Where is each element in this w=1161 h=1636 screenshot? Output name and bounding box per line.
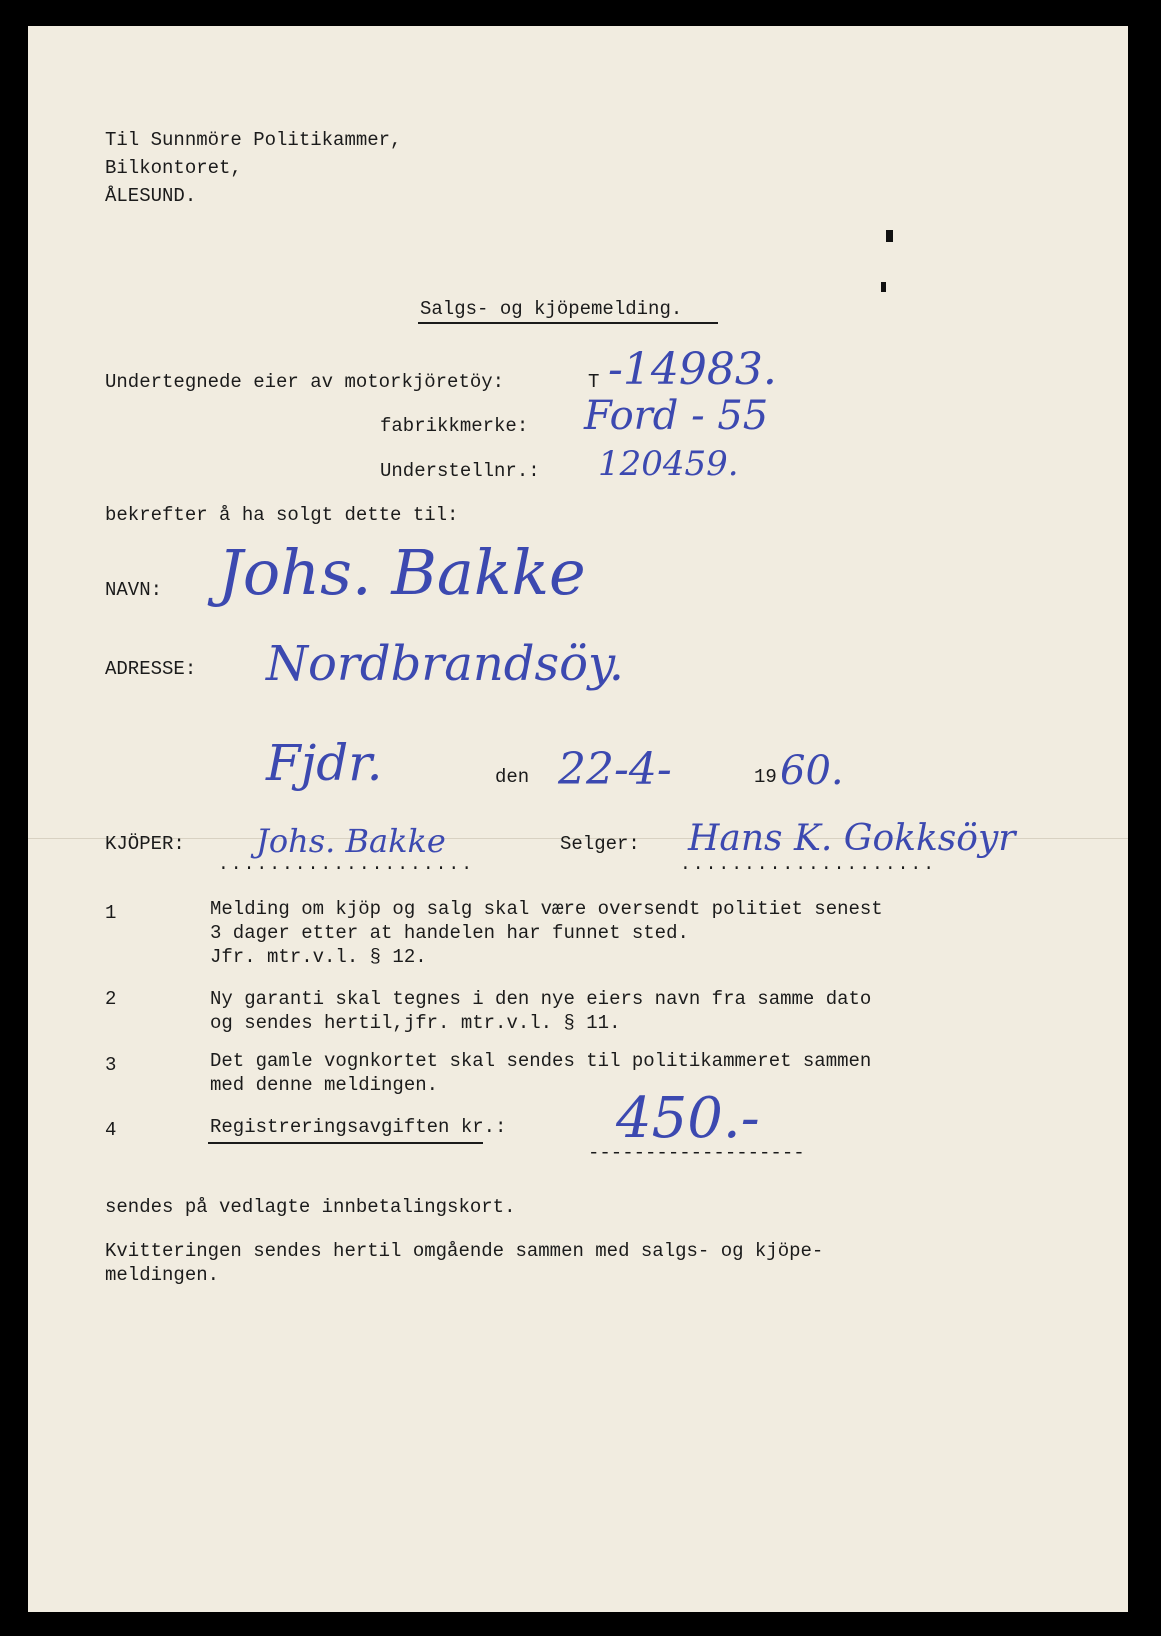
footer-line-3: meldingen.	[105, 1264, 220, 1286]
make-label: fabrikkmerke:	[380, 415, 529, 437]
year-handwritten: 60.	[780, 748, 844, 794]
address-handwritten: Nordbrandsöy.	[266, 636, 625, 692]
margin-mark	[886, 230, 893, 242]
buyer-signature-line: ....................	[218, 855, 475, 875]
item-text: og sendes hertil,jfr. mtr.v.l. § 11.	[210, 1012, 621, 1034]
buyer-signature: Johs. Bakke	[256, 822, 446, 860]
fee-label: Registreringsavgiften kr.:	[210, 1116, 507, 1138]
item-number: 1	[105, 902, 117, 924]
item-text: med denne meldingen.	[210, 1074, 439, 1096]
name-label: NAVN:	[105, 579, 163, 601]
title-underline	[418, 322, 718, 324]
item-number: 2	[105, 988, 117, 1010]
fee-handwritten: 450.-	[616, 1086, 760, 1151]
name-handwritten: Johs. Bakke	[218, 536, 586, 609]
date-handwritten: 22-4-	[558, 744, 672, 795]
margin-mark	[881, 282, 886, 292]
seller-label: Selger:	[560, 833, 640, 855]
item-text: 3 dager etter at handelen har funnet sted.	[210, 922, 689, 944]
footer-line-2: Kvitteringen sendes hertil omgående sammen med salgs- og kjöpe-	[105, 1240, 824, 1262]
address-label: ADRESSE:	[105, 658, 197, 680]
year-prefix: 19	[754, 766, 777, 788]
document-page	[28, 26, 1128, 1612]
item-text: Ny garanti skal tegnes i den nye eiers navn fra samme dato	[210, 988, 872, 1010]
item-text: Melding om kjöp og salg skal være oversendt politiet senest	[210, 898, 883, 920]
item-number: 3	[105, 1054, 117, 1076]
footer-line-1: sendes på vedlagte innbetalingskort.	[105, 1196, 516, 1218]
reg-prefix: T	[588, 371, 600, 393]
recipient-line-3: ÅLESUND.	[105, 185, 197, 207]
seller-signature: Hans K. Gokksöyr	[688, 818, 1016, 859]
owner-label: Undertegnede eier av motorkjöretöy:	[105, 371, 505, 393]
reg-number-handwritten: -14983.	[608, 344, 777, 395]
document-title: Salgs- og kjöpemelding.	[420, 298, 683, 320]
fee-dashes: -------------------	[588, 1142, 805, 1164]
place-handwritten: Fjdr.	[266, 734, 383, 792]
item-text: Det gamle vognkortet skal sendes til politikammeret sammen	[210, 1050, 872, 1072]
item-text: Jfr. mtr.v.l. § 12.	[210, 946, 427, 968]
date-label: den	[495, 766, 530, 788]
chassis-handwritten: 120459.	[598, 444, 739, 484]
confirm-text: bekrefter å ha solgt dette til:	[105, 504, 459, 526]
buyer-label: KJÖPER:	[105, 833, 185, 855]
fee-label-underline	[208, 1142, 483, 1144]
make-handwritten: Ford - 55	[584, 393, 769, 439]
seller-signature-line: ....................	[680, 855, 937, 875]
recipient-line-2: Bilkontoret,	[105, 157, 242, 179]
item-number: 4	[105, 1119, 117, 1141]
recipient-line-1: Til Sunnmöre Politikammer,	[105, 129, 402, 151]
chassis-label: Understellnr.:	[380, 460, 540, 482]
